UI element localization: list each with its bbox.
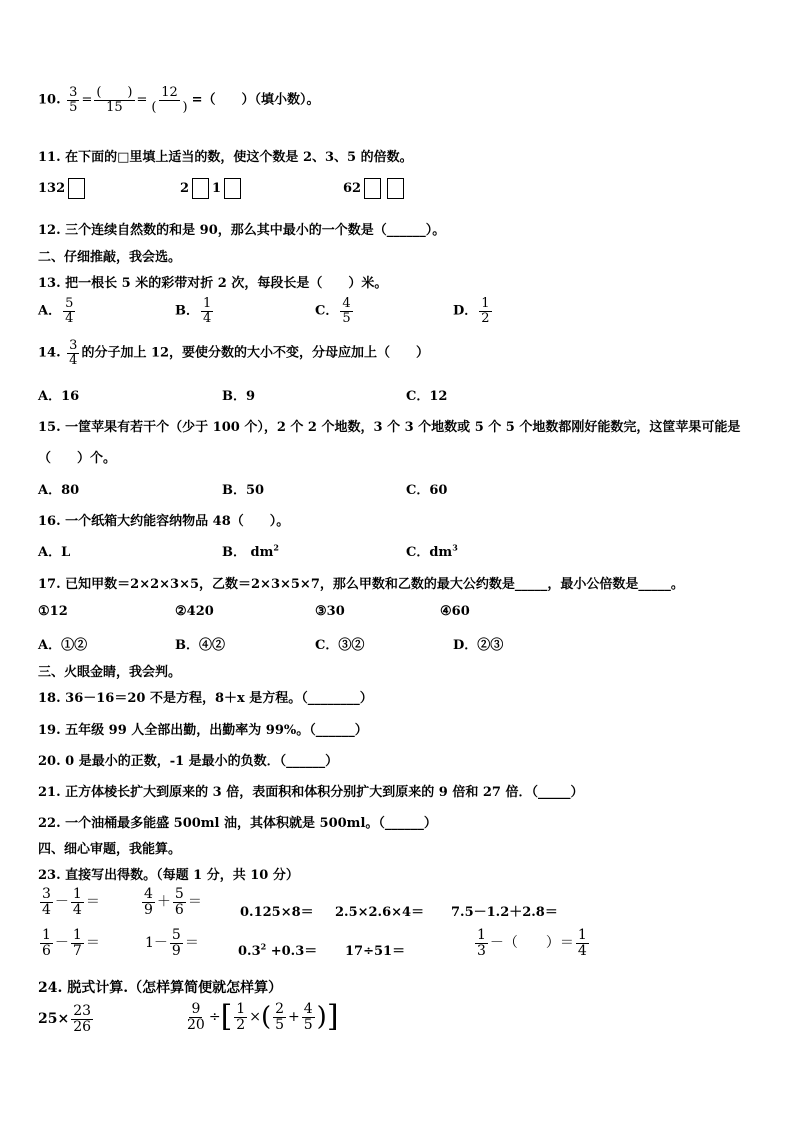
q17-option-a[interactable]: A．①②	[38, 638, 88, 653]
section-3-heading: 三、火眼金睛，我会判。	[38, 665, 182, 680]
q17-option-b[interactable]: B．④②	[175, 638, 225, 653]
question-16: 16. 一个纸箱大约能容纳物品 48（ ）。	[38, 514, 290, 529]
question-21: 21. 正方体棱长扩大到原来的 3 倍，表面积和体积分别扩大到原来的 9 倍和 27 倍．（_____）	[38, 785, 584, 800]
question-13: 13. 把一根长 5 米的彩带对折 2 次，每段长是（ ）米。	[38, 276, 388, 291]
q23-expr-2: $\frac{4}{9}$ ＋ $\frac{5}{6}$ ＝	[144, 886, 202, 918]
fraction: $\frac{1}{2}$	[481, 296, 490, 326]
fraction: $\frac{2}{5}$	[275, 1001, 285, 1033]
question-18: 18. 36－16＝20 不是方程，8＋x 是方程。（________）	[38, 691, 373, 706]
q17-item-3: ③30	[315, 604, 345, 619]
left-paren: (	[260, 1002, 272, 1033]
q14-option-c[interactable]: C．12	[406, 389, 448, 404]
answer-box[interactable]	[192, 178, 209, 199]
fraction: $\frac{5}{6}$	[174, 886, 184, 918]
fraction: $\frac{1}{2}$	[236, 1001, 246, 1033]
fraction: $\frac{3}{4}$	[69, 338, 78, 368]
q15-option-b[interactable]: B．50	[222, 483, 265, 498]
fraction: $\frac{1}{6}$	[42, 927, 51, 959]
question-15-cont: （ ）个。	[38, 451, 117, 466]
fraction: $\frac{1}{4}$	[577, 927, 587, 959]
q24-expr-1: 25× $\frac{23}{26}$	[38, 1003, 92, 1035]
fraction: $\frac{5}{4}$	[65, 296, 74, 326]
question-22: 22. 一个油桶最多能盛 500ml 油，其体积就是 500ml。（______）	[38, 816, 437, 831]
q13-option-a[interactable]: A． $\frac{5}{4}$	[38, 296, 74, 326]
right-bracket: ]	[326, 999, 339, 1035]
question-10: 10. $\frac{3}{5}$ = $\frac{( )}{15}$ = $\frac{12}{( )}$ =（ ）（填小数）。	[38, 85, 320, 115]
fraction: $\frac{1}{4}$	[72, 886, 82, 918]
answer-box[interactable]	[68, 178, 85, 199]
question-17: 17. 已知甲数＝2×2×3×5，乙数＝2×3×5×7，那么甲数和乙数的最大公约数是_____，最小公倍数是_____。	[38, 577, 684, 592]
fraction: $\frac{3}{4}$	[42, 886, 51, 918]
q11-blank-1: 132	[38, 178, 88, 199]
q23-expr-8: $0.3^2 +0.3=$	[238, 941, 318, 959]
q13-option-b[interactable]: B． $\frac{1}{4}$	[175, 296, 212, 326]
q13-option-c[interactable]: C． $\frac{4}{5}$	[315, 296, 351, 326]
fraction: $\frac{( )}{15}$	[96, 85, 133, 115]
answer-box[interactable]	[387, 178, 404, 199]
fraction: $\frac{23}{26}$	[73, 1003, 92, 1035]
q16-option-b[interactable]: B． $dm^2$	[222, 542, 279, 560]
question-11: 11. 在下面的□里填上适当的数，使这个数是 2、3、5 的倍数。	[38, 150, 413, 165]
q11-blank-2: 2 1	[180, 178, 244, 199]
fraction: $\frac{9}{20}$	[187, 1001, 205, 1033]
q17-item-2: ②420	[175, 604, 214, 619]
q23-expr-9: 17÷51＝	[345, 944, 406, 959]
q23-expr-5: 7.5－1.2＋2.8＝	[451, 905, 558, 920]
answer-box[interactable]	[224, 178, 241, 199]
q11-blank-3: 62	[343, 178, 407, 199]
q24-expr-2: $\frac{9}{20}$ ÷[ $\frac{1}{2}$ ×( $\frac{2}{5}$ + $\frac{4}{5}$ )]	[187, 999, 339, 1035]
q16-option-c[interactable]: C．$dm^3$	[406, 542, 458, 560]
q14-option-b[interactable]: B．9	[222, 389, 256, 404]
fraction: $\frac{1}{3}$	[477, 927, 486, 959]
q15-option-a[interactable]: A．80	[38, 483, 80, 498]
q15-option-c[interactable]: C．60	[406, 483, 448, 498]
fraction: $\frac{3}{5}$	[69, 85, 78, 115]
q14-option-a[interactable]: A．16	[38, 389, 80, 404]
q23-expr-6: $\frac{1}{6}$ － $\frac{1}{7}$ ＝	[42, 927, 100, 959]
section-2-heading: 二、仔细推敲，我会选。	[38, 250, 182, 265]
q16-option-a[interactable]: A．L	[38, 545, 71, 560]
question-20: 20. 0 是最小的正数，-1 是最小的负数．（______）	[38, 754, 339, 769]
q23-expr-1: $\frac{3}{4}$ － $\frac{1}{4}$ ＝	[42, 886, 100, 918]
q23-expr-4: 2.5×2.6×4＝	[335, 905, 425, 920]
fraction: $\frac{12}{( )}$	[151, 85, 188, 115]
q13-option-d[interactable]: D． $\frac{1}{2}$	[453, 296, 490, 326]
fraction: $\frac{1}{7}$	[72, 927, 82, 959]
question-24: 24. 脱式计算.（怎样算简便就怎样算）	[38, 980, 283, 996]
q17-item-1: ①12	[38, 604, 68, 619]
q23-expr-10: $\frac{1}{3}$ －（ ）＝ $\frac{1}{4}$	[477, 927, 587, 959]
question-15: 15. 一筐苹果有若干个（少于 100 个），2 个 2 个地数，3 个 3 个地数或 5 个 5 个地数都刚好能数完，这筐苹果可能是	[38, 420, 741, 435]
q23-expr-3: 0.125×8＝	[240, 905, 314, 920]
section-4-heading: 四、细心审题，我能算。	[38, 842, 182, 857]
question-12: 12. 三个连续自然数的和是 90，那么其中最小的一个数是（______）。	[38, 223, 446, 238]
right-paren: )	[316, 1002, 327, 1033]
fraction: $\frac{1}{4}$	[203, 296, 212, 326]
q17-option-c[interactable]: C．③②	[315, 638, 365, 653]
fraction: $\frac{4}{5}$	[342, 296, 351, 326]
question-19: 19. 五年级 99 人全部出勤，出勤率为 99%。（______）	[38, 723, 368, 738]
answer-box[interactable]	[364, 178, 381, 199]
fraction: $\frac{4}{5}$	[303, 1001, 313, 1033]
q23-expr-7: 1－ $\frac{5}{9}$ ＝	[145, 927, 199, 959]
fraction: $\frac{4}{9}$	[144, 886, 153, 918]
q17-item-4: ④60	[440, 604, 470, 619]
left-bracket: [	[220, 999, 233, 1035]
q17-option-d[interactable]: D．②③	[453, 638, 504, 653]
question-14: 14. $\frac{3}{4}$ 的分子加上 12，要使分数的大小不变，分母应加上（ ）	[38, 338, 430, 368]
question-23: 23. 直接写出得数。（每题 1 分，共 10 分）	[38, 868, 299, 883]
fraction: $\frac{5}{9}$	[171, 927, 181, 959]
